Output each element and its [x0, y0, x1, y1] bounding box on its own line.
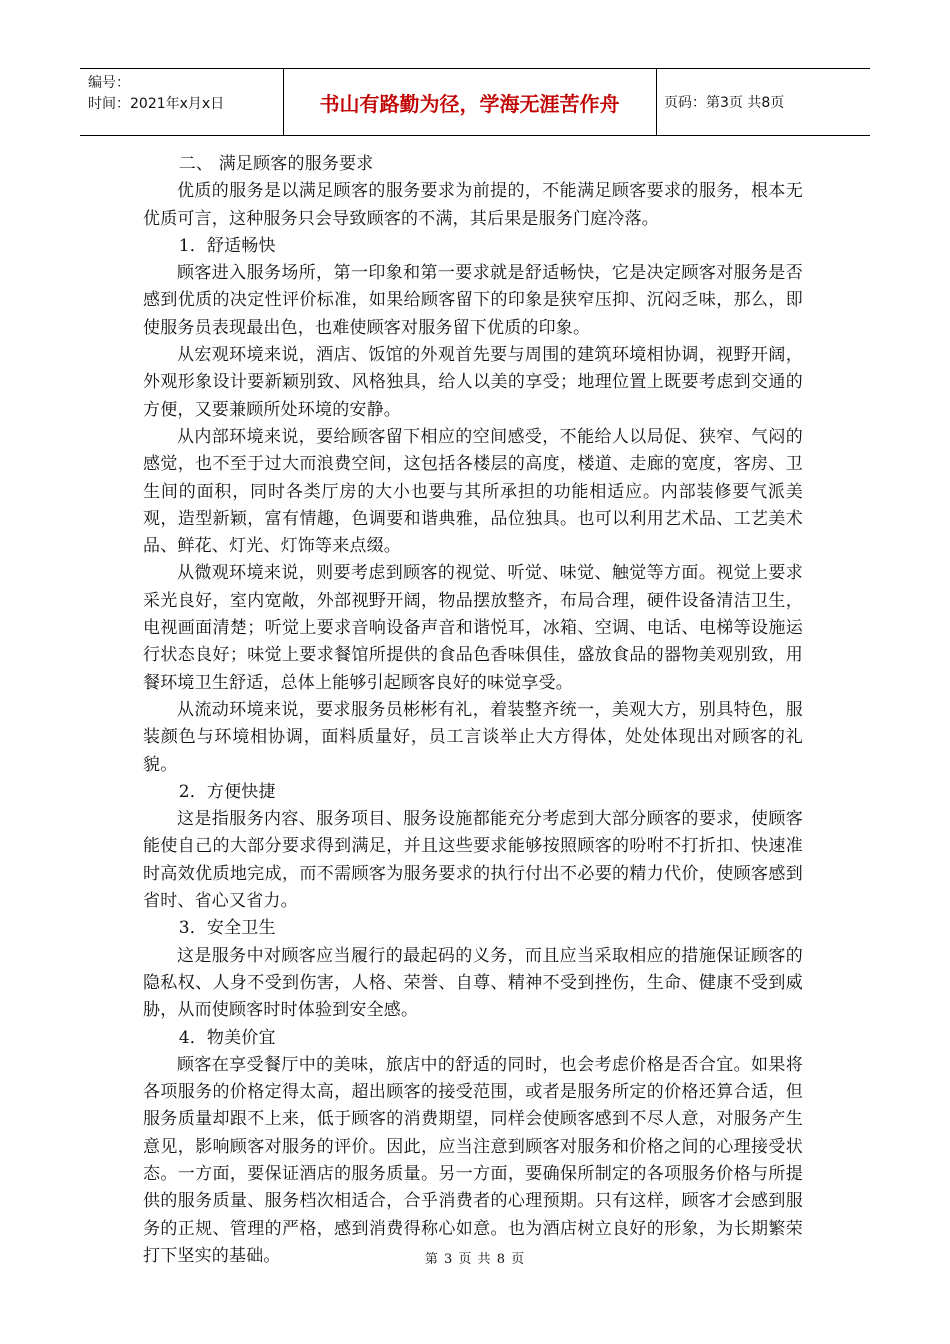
section-heading: 4．物美价宜	[178, 1027, 276, 1048]
page-header	[80, 68, 870, 136]
page-footer: 第 3 页 共 8 页	[424, 1252, 526, 1267]
paragraph: 从内部环境来说，要给顾客留下相应的空间感受，不能给人以局促、狭窄、气闷的感觉，也不至于过大而浪费空间，这包括各楼层的高度，楼道、走廊的宽度，客房、卫生间的面积，同时各类厅房的大小也要与其所承担的功能相适应。内部装修要气派美观，造型新颖，富有情趣，色调要和谐典雅，品位独具。也可以利用艺术品、工艺美术品、鲜花、灯光、灯饰等来点缀。	[143, 426, 803, 557]
paragraph: 顾客在享受餐厅中的美味，旅店中的舒适的同时，也会考虑价格是否合宜。如果将各项服务的价格定得太高，超出顾客的接受范围，或者是服务所定的价格还算合适，但服务质量却跟不上来，低于顾客的消费期望，同样会使顾客感到不尽人意，对服务产生意见，影响顾客对服务的评价。因此，应当注意到顾客对服务和价格之间的心理接受状态。一方面，要保证酒店的服务质量。另一方面，要确保所制定的各项服务价格与所提供的服务质量、服务档次相适合，合乎消费者的心理预期。只有这样，顾客才会感到服务的正规、管理的严格，感到消费得称心如意。也为酒店树立良好的形象，为长期繁荣打下坚实的基础。	[143, 1054, 803, 1266]
paragraph: 从宏观环境来说，酒店、饭馆的外观首先要与周围的建筑环境相协调，视野开阔，外观形象设计要新颖别致、风格独具，给人以美的享受；地理位置上既要考虑到交通的方便，又要兼顾所处环境的安静。	[143, 345, 803, 420]
paragraph: 优质的服务是以满足顾客的服务要求为前提的，不能满足顾客要求的服务，根本无优质可言，这种服务只会导致顾客的不满，其后果是服务门庭冷落。	[143, 181, 803, 229]
paragraph: 这是服务中对顾客应当履行的最起码的义务，而且应当采取相应的措施保证顾客的隐私权、人身不受到伤害，人格、荣誉、自尊、精神不受到挫伤，生命、健康不受到威胁，从而使顾客时时体验到安全感。	[143, 945, 803, 1021]
paragraph: 从流动环境来说，要求服务员彬彬有礼，着装整齐统一，美观大方，别具特色，服装颜色与环境相协调，面料质量好，员工言谈举止大方得体，处处体现出对顾客的礼貌。	[143, 699, 803, 775]
paragraph: 这是指服务内容、服务项目、服务设施都能充分考虑到大部分顾客的要求，使顾客能使自己的大部分要求得到满足，并且这些要求能够按照顾客的吩咐不打折扣、快速准时高效优质地完成，而不需顾客为服务要求的执行付出不必要的精力代价，使顾客感到省时、省心又省力。	[143, 809, 803, 912]
document-date: 时间：2021年x月x日	[88, 96, 225, 112]
document-body	[143, 151, 803, 1270]
section-heading: 2．方便快捷	[178, 781, 276, 802]
header-meta	[88, 73, 224, 115]
document-number: 编号：	[88, 75, 130, 91]
paragraph: 顾客进入服务场所，第一印象和第一要求就是舒适畅快，它是决定顾客对服务是否感到优质的决定性评价标准，如果给顾客留下的印象是狭窄压抑、沉闷乏味，那么，即使服务员表现最出色，也难使顾客对服务留下优质的印象。	[143, 263, 803, 338]
section-heading: 二、 满足顾客的服务要求	[178, 154, 374, 174]
section-heading: 1．舒适畅快	[178, 235, 276, 256]
header-motto: 书山有路勤为径，学海无涯苦作舟	[319, 91, 620, 116]
section-heading: 3．安全卫生	[178, 918, 276, 939]
paragraph: 从微观环境来说，则要考虑到顾客的视觉、听觉、味觉、触觉等方面。视觉上要求采光良好，室内宽敞，外部视野开阔，物品摆放整齐，布局合理，硬件设备清洁卫生，电视画面清楚；听觉上要求音响设备声音和谐悦耳，冰箱、空调、电话、电梯等设施运行状态良好；味觉上要求餐馆所提供的食品色香味俱佳，盛放食品的器物美观别致，用餐环境卫生舒适，总体上能够引起顾客良好的味觉享受。	[143, 563, 803, 693]
header-divider	[656, 69, 657, 135]
header-page-number: 页码：第3页 共8页	[664, 95, 785, 111]
